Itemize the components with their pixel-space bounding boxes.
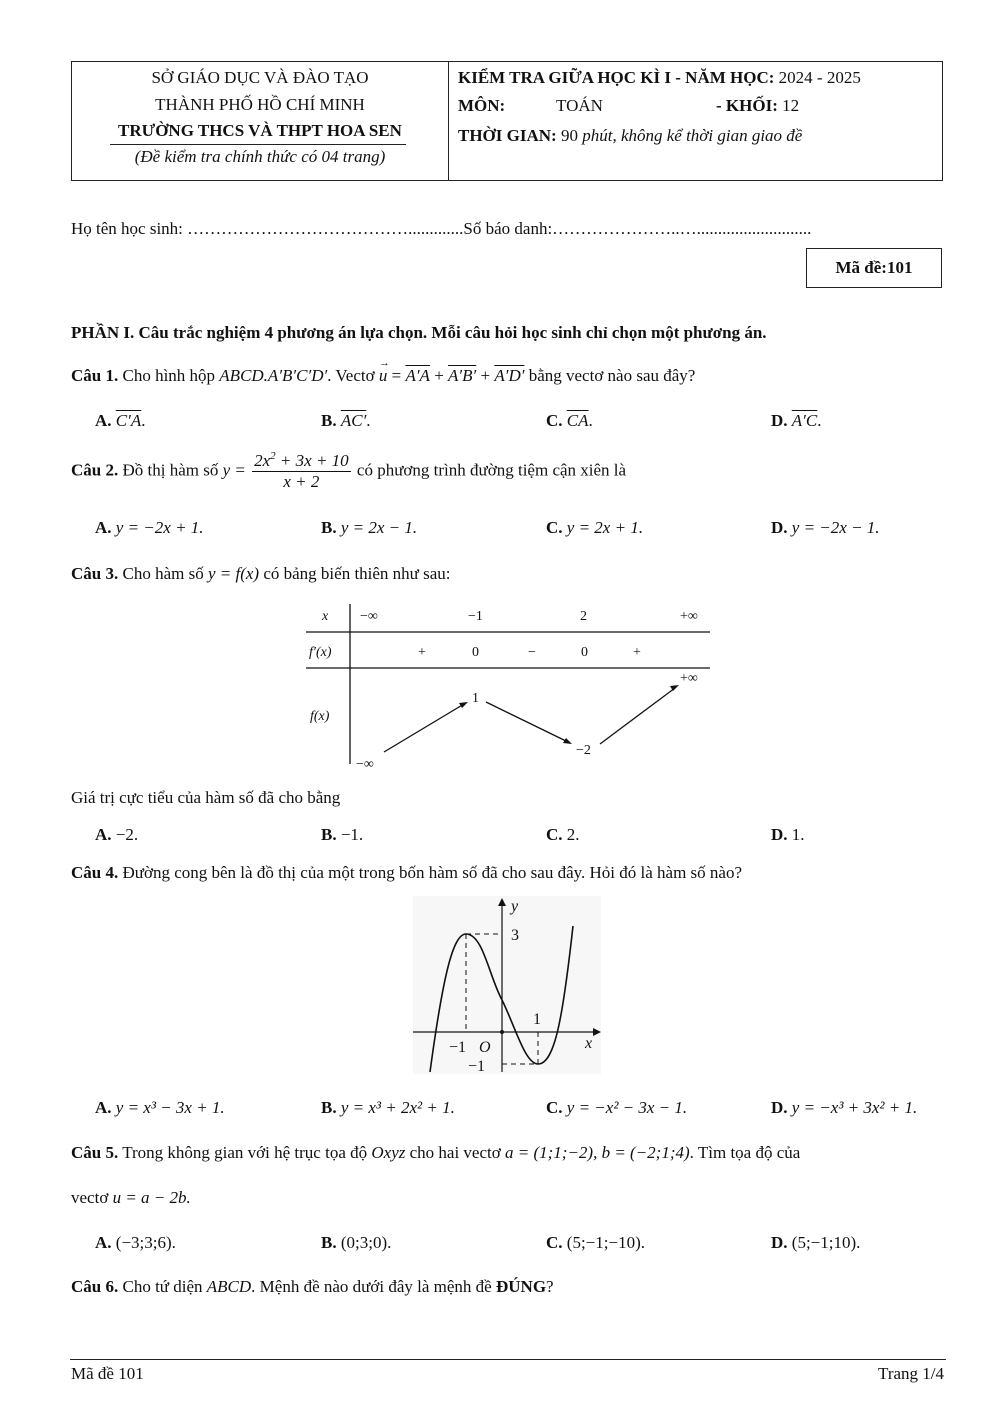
increase-arrow [600, 688, 675, 744]
option-letter: A. [95, 1233, 112, 1252]
question-label: Câu 5. [71, 1143, 119, 1162]
option-value: 2. [566, 825, 580, 844]
option-letter: B. [321, 825, 337, 844]
function-graph [413, 896, 601, 1074]
answer-option[interactable] [546, 518, 643, 538]
section-title: PHẦN I. Câu trắc nghiệm 4 phương án lựa chọn. Mỗi câu hỏi học sinh chỉ chọn một phương án. [71, 323, 767, 342]
vector-term: A′B′ [448, 366, 477, 385]
student-id-label: Số báo danh:…………………..…........................... [463, 219, 812, 238]
tick-label: 3 [511, 927, 519, 944]
footer-divider [70, 1359, 946, 1360]
option-value: y = −2x − 1. [791, 518, 880, 537]
option-letter: C. [546, 411, 563, 430]
question-label: Câu 2. [71, 460, 119, 480]
question-text: có bảng biến thiên như sau: [263, 564, 451, 583]
page-count-note: (Đề kiểm tra chính thức có 04 trang) [134, 147, 386, 166]
question-3 [71, 564, 451, 584]
answer-option[interactable] [321, 1098, 455, 1118]
question-6: Câu 6. Cho tứ diện ABCD. Mệnh đề nào dưới đây là mệnh đề ĐÚNG? [71, 1277, 554, 1296]
option-letter: B. [321, 411, 337, 430]
fprime-row-label: f′(x) [309, 645, 332, 660]
option-letter: D. [771, 1098, 788, 1117]
option-letter: C. [546, 1233, 563, 1252]
school-year: 2024 - 2025 [778, 68, 861, 87]
option-value: y = 2x − 1. [340, 518, 418, 537]
question-text: . Tìm tọa độ của [689, 1143, 801, 1162]
question-text: . Vectơ [327, 366, 375, 385]
f-value: 1 [472, 691, 479, 706]
x-value: −1 [468, 609, 483, 624]
header-right-cell [448, 62, 942, 180]
option-value: y = x³ + 2x² + 1. [340, 1098, 455, 1117]
question-label: Câu 3. [71, 564, 119, 583]
x-axis-label: x [585, 1035, 593, 1052]
question-3-prompt: Giá trị cực tiểu của hàm số đã cho bằng [71, 788, 341, 807]
question-text: Cho hình hộp [122, 366, 216, 385]
decrease-arrow [486, 702, 568, 742]
question-1 [71, 357, 696, 386]
question-text: Cho hàm số [122, 564, 204, 583]
x-value: 2 [580, 609, 587, 624]
fprime-sign: + [633, 645, 641, 660]
question-text: Cho tứ diện [122, 1277, 203, 1296]
answer-option[interactable] [95, 1233, 176, 1253]
tick-label: 1 [533, 1011, 541, 1028]
option-letter: D. [771, 1233, 788, 1252]
footer-exam-code: Mã đề 101 [71, 1364, 144, 1383]
option-value: y = −x³ + 3x² + 1. [791, 1098, 918, 1117]
option-value: A′C [791, 411, 818, 430]
question-text: . Mệnh đề nào dưới đây là mệnh đề [251, 1277, 492, 1296]
header-table [71, 61, 943, 181]
subject-label: MÔN: [458, 96, 506, 115]
option-letter: A. [95, 1098, 112, 1117]
option-value: AC′ [340, 411, 367, 430]
grade-value: 12 [782, 96, 800, 115]
answer-option[interactable] [321, 825, 363, 845]
option-letter: D. [771, 825, 788, 844]
question-label: Câu 4. [71, 863, 119, 882]
question-text: cho hai vectơ [409, 1143, 501, 1162]
answer-option[interactable]: C. $\overline{CA}$. [546, 411, 593, 430]
option-value: y = x³ − 3x + 1. [115, 1098, 225, 1117]
equals-sign: = [391, 366, 402, 385]
question-text: Đường cong bên là đồ thị của một trong bốn hàm số đã cho sau đây. Hỏi đó là hàm số nào? [122, 863, 743, 882]
option-value: (5;−1;10). [791, 1233, 861, 1252]
x-value: −∞ [360, 609, 378, 624]
option-letter: A. [95, 411, 112, 430]
x-value: +∞ [680, 609, 698, 624]
question-text: bằng vectơ nào sau đây? [528, 366, 696, 385]
option-value: (−3;3;6). [115, 1233, 176, 1252]
answer-option[interactable]: A. C′A. [95, 411, 146, 430]
fprime-sign: 0 [581, 645, 588, 660]
vector-u: u → [378, 357, 390, 385]
exam-code-box: Mã đề:101 [806, 248, 942, 288]
answer-option[interactable] [95, 1098, 225, 1118]
option-value: y = 2x + 1. [566, 518, 644, 537]
increase-arrow [384, 704, 464, 752]
exam-title: KIỂM TRA GIỮA HỌC KÌ I - NĂM HỌC: [458, 68, 775, 87]
answer-option[interactable] [546, 1233, 645, 1253]
answer-option[interactable] [546, 1098, 687, 1118]
option-letter: D. [771, 518, 788, 537]
x-row-label: x [322, 609, 329, 624]
rational-function: $\frac{2x^2 + 3x + 10}{x + 2}$ [254, 450, 349, 491]
option-value: y = −x² − 3x − 1. [566, 1098, 688, 1117]
answer-option[interactable] [546, 825, 580, 845]
plus-sign: + [434, 366, 444, 385]
f-value: −∞ [356, 757, 374, 772]
grade-label: - KHỐI: [716, 96, 778, 115]
option-value: −1. [340, 825, 364, 844]
option-value: C′A [115, 411, 142, 430]
option-value: (0;3;0). [340, 1233, 392, 1252]
y-axis-label: y [511, 898, 519, 915]
question-label: Câu 6. [71, 1277, 119, 1296]
coordinate-system: Oxyz [371, 1143, 406, 1162]
option-letter: A. [95, 518, 112, 537]
question-4 [71, 863, 742, 883]
time-label: THỜI GIAN: [458, 126, 557, 145]
school-name: TRƯỜNG THCS VÀ THPT HOA SEN [118, 121, 402, 140]
option-letter: B. [321, 1098, 337, 1117]
question-text: Trong không gian với hệ trục tọa độ [122, 1143, 368, 1162]
question-2 [71, 451, 626, 492]
tick-label: −1 [449, 1039, 467, 1056]
answer-option[interactable] [771, 825, 805, 845]
question-text: có phương trình đường tiệm cận xiên là [356, 460, 627, 480]
vector-term: A′D′ [494, 366, 525, 385]
school-underline [110, 144, 406, 145]
function-name: y = f(x) [207, 564, 260, 583]
vector-definitions: a = (1;1;−2), b = (−2;1;4) [504, 1143, 690, 1162]
answer-option[interactable]: D. A′C. [771, 411, 822, 430]
plus-sign: + [480, 366, 491, 385]
option-value: $\overline{CA}$ [566, 411, 589, 430]
header-left-cell [72, 62, 449, 180]
question-text: vectơ [71, 1188, 109, 1207]
answer-option[interactable] [321, 1233, 391, 1253]
option-letter: C. [546, 825, 563, 844]
option-letter: B. [321, 518, 337, 537]
answer-option[interactable] [95, 825, 138, 845]
option-value: 1. [791, 825, 805, 844]
option-value: −2. [115, 825, 139, 844]
question-text: Đồ thị hàm số [122, 460, 219, 480]
answer-option[interactable] [771, 518, 880, 538]
option-letter: C. [546, 1098, 563, 1117]
question-label: Câu 1. [71, 366, 119, 385]
question-5 [71, 1143, 800, 1163]
subject-value: TOÁN [556, 96, 603, 115]
department-line-2: THÀNH PHỐ HỒ CHÍ MINH [155, 95, 365, 114]
answer-option[interactable] [95, 518, 204, 538]
fprime-sign: − [528, 645, 536, 660]
student-name-label: Họ tên học sinh: …………………………………............. [71, 219, 464, 238]
math-box-name: ABCD.A′B′C′D′ [219, 366, 328, 385]
answer-option[interactable] [771, 1098, 917, 1118]
vector-expression: u = a − 2b. [112, 1188, 191, 1207]
function-lhs: y = [222, 460, 246, 480]
fprime-sign: + [418, 645, 426, 660]
f-row-label: f(x) [310, 709, 330, 724]
answer-option[interactable] [321, 518, 417, 538]
option-letter: D. [771, 411, 788, 430]
option-letter: C. [546, 518, 563, 537]
option-letter: A. [95, 825, 112, 844]
tick-label: −1 [468, 1058, 486, 1074]
shape-name: ABCD [206, 1277, 252, 1296]
variation-table [300, 598, 720, 776]
footer-page-number: Trang 1/4 [878, 1364, 944, 1383]
answer-option[interactable]: B. AC′. [321, 411, 371, 430]
emphasis-word: ĐÚNG [495, 1277, 547, 1296]
answer-option[interactable] [771, 1233, 860, 1253]
origin-label: O [479, 1039, 491, 1056]
option-letter: B. [321, 1233, 337, 1252]
question-5-line-2 [71, 1188, 191, 1208]
f-value: −2 [576, 743, 591, 758]
fprime-sign: 0 [472, 645, 479, 660]
option-value: y = −2x + 1. [115, 518, 204, 537]
department-line-1: SỞ GIÁO DỤC VÀ ĐÀO TẠO [151, 68, 369, 87]
time-note: phút, không kể thời gian giao đề [582, 126, 803, 145]
option-value: (5;−1;−10). [566, 1233, 645, 1252]
time-value: 90 [560, 126, 578, 145]
f-value: +∞ [680, 671, 698, 686]
vector-term: A′A [405, 366, 430, 385]
